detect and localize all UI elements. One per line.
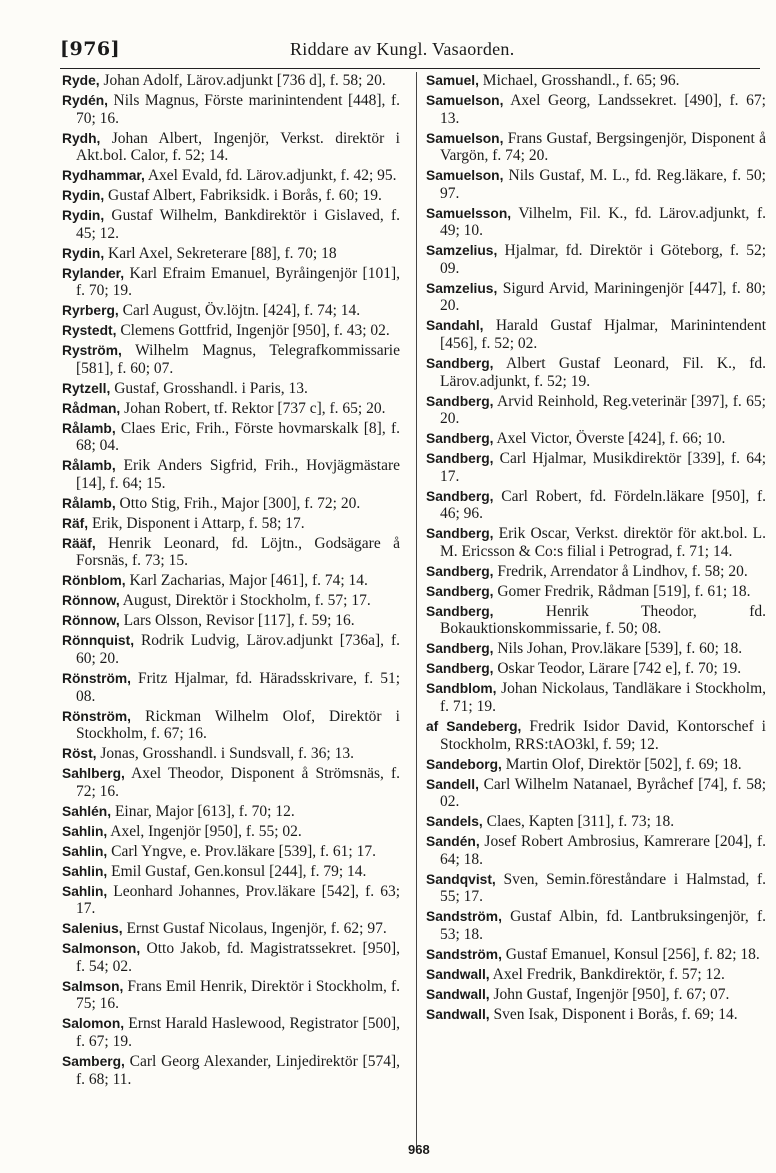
entry-name: Sandén, (426, 834, 480, 850)
entry-name: Salenius, (62, 921, 123, 937)
entry-details: Jonas, Grosshandl. i Sundsvall, f. 36; 13. (96, 745, 354, 763)
entry-details: Fredrik Isidor David, Kontorschef i Stockholm, RRS:tAO3kl, f. 59; 12. (440, 718, 766, 753)
directory-entry (62, 322, 400, 340)
entry-details: John Gustaf, Ingenjör [950], f. 67; 07. (489, 985, 730, 1003)
directory-entry (62, 1015, 400, 1050)
entry-details: Harald Gustaf Hjalmar, Marinintendent [456], f. 52; 02. (440, 317, 766, 353)
directory-entry (62, 342, 400, 377)
entry-name: Rönström, (62, 671, 131, 686)
entry-details: Carl Wilhelm Natanael, Byråchef [74], f. 58; 02. (440, 775, 766, 811)
entry-details: Axel, Ingenjör [950], f. 55; 02. (107, 822, 302, 840)
entry-name: Sandberg, (426, 393, 494, 409)
entry-name: Rytzell, (62, 380, 111, 396)
directory-entry (62, 745, 400, 763)
entry-name: Sandström, (426, 909, 502, 925)
entry-details: Axel Fredrik, Bankdirektör, f. 57; 12. (489, 965, 725, 983)
entry-details: Carl Hjalmar, Musikdirektör [339], f. 64; 17. (440, 450, 766, 485)
directory-entry (426, 908, 766, 943)
directory-entry (426, 871, 766, 906)
directory-entry (426, 242, 766, 277)
directory-entry (62, 572, 400, 590)
directory-entry (426, 130, 766, 165)
entry-details: Carl Robert, fd. Fördeln.läkare [950], f. 46; 96. (440, 487, 766, 523)
entry-details: Ernst Gustaf Nicolaus, Ingenjör, f. 62; 97. (122, 920, 387, 938)
entry-details: Karl Axel, Sekreterare [88], f. 70; 18 (104, 244, 337, 262)
entry-name: Rydin, (62, 245, 105, 261)
entry-details: Gustaf Emanuel, Konsul [256], f. 82; 18. (501, 945, 760, 963)
entry-name: Rådman, (62, 400, 121, 416)
directory-entry (62, 265, 400, 300)
entry-details: Einar, Major [613], f. 70; 12. (111, 802, 295, 820)
entry-details: Rickman Wilhelm Olof, Direktör i Stockholm, f. 67; 16. (76, 707, 400, 743)
entry-name: Rönnow, (62, 613, 120, 629)
entry-details: Nils Magnus, Förste marinintendent [448], f. 70; 16. (76, 91, 400, 127)
entry-name: Sandwall, (426, 986, 490, 1002)
entry-name: af Sandeberg, (426, 719, 522, 734)
entry-name: Samzelius, (426, 280, 498, 296)
entry-name: Samuelson, (426, 130, 504, 146)
directory-entry (426, 833, 766, 868)
entry-details: Emil Gustaf, Gen.konsul [244], f. 79; 14. (107, 862, 367, 880)
entry-name: Samuelson, (426, 92, 504, 108)
entry-details: Wilhelm Magnus, Telegrafkommissarie [581], f. 60; 07. (76, 342, 400, 377)
entry-name: Rydh, (62, 130, 101, 146)
directory-entry (62, 823, 400, 841)
directory-entry (62, 167, 400, 185)
directory-entry (426, 986, 766, 1004)
entry-name: Rönblom, (62, 573, 126, 589)
directory-entry (62, 207, 400, 242)
directory-entry (426, 355, 766, 390)
entry-details: Michael, Grosshandl., f. 65; 96. (478, 72, 680, 89)
entry-name: Sahlberg, (62, 766, 125, 782)
entry-details: Martin Olof, Direktör [502], f. 69; 18. (501, 755, 742, 773)
entry-name: Sandeborg, (426, 756, 502, 772)
entry-name: Sahlin, (62, 843, 108, 859)
directory-entry (426, 430, 766, 448)
entry-name: Salmonson, (62, 941, 141, 957)
entry-name: Sandström, (426, 946, 502, 962)
column-divider (416, 72, 417, 1152)
entry-name: Sahlin, (62, 883, 108, 899)
directory-entry (62, 130, 400, 165)
directory-entry (426, 205, 766, 240)
entry-details: Nils Johan, Prov.läkare [539], f. 60; 18. (493, 640, 743, 658)
directory-entry (62, 457, 400, 492)
entry-details: Vilhelm, Fil. K., fd. Lärov.adjunkt, f. 49; 10. (440, 204, 766, 240)
directory-entry (426, 813, 766, 831)
left-column (62, 72, 400, 1091)
entry-name: Rålamb, (62, 495, 116, 511)
entry-details: Rodrik Ludvig, Lärov.adjunkt [736a], f. 60; 20. (76, 632, 400, 668)
entry-name: Röst, (62, 746, 97, 762)
directory-entry (62, 843, 400, 861)
entry-name: Samzelius, (426, 243, 498, 259)
entry-details: Leonhard Johannes, Prov.läkare [542], f. 63; 17. (76, 882, 400, 918)
entry-details: Otto Jakob, fd. Magistratssekret. [950], f. 54; 02. (76, 940, 400, 975)
directory-entry (62, 380, 400, 398)
directory-entry (62, 72, 400, 90)
directory-entry (62, 863, 400, 881)
entry-name: Sandqvist, (426, 871, 496, 887)
directory-entry (62, 765, 400, 800)
entry-details: Erik Anders Sigfrid, Frih., Hovjägmästare [14], f. 64; 15. (76, 457, 400, 492)
directory-entry (62, 592, 400, 610)
page-number-bottom: 968 (408, 1142, 430, 1157)
entry-details: Axel Georg, Landssekret. [490], f. 67; 13. (440, 91, 766, 127)
directory-entry (426, 393, 766, 428)
entry-name: Rönnow, (62, 593, 120, 609)
entry-details: Frans Emil Henrik, Direktör i Stockholm, f. 75; 16. (76, 977, 400, 1013)
directory-entry (426, 280, 766, 315)
page-number-top: [976] (60, 38, 121, 60)
directory-entry (426, 946, 766, 964)
entry-name: Rålamb, (62, 420, 116, 436)
directory-entry (426, 450, 766, 485)
directory-entry (426, 756, 766, 774)
entry-details: Fritz Hjalmar, fd. Häradsskrivare, f. 51; 08. (76, 670, 400, 705)
directory-entry (62, 978, 400, 1013)
entry-details: Otto Stig, Frih., Major [300], f. 72; 20. (115, 494, 361, 512)
entry-details: Hjalmar, fd. Direktör i Göteborg, f. 52; 09. (440, 242, 766, 277)
entry-name: Sandwall, (426, 966, 490, 982)
entry-details: Sigurd Arvid, Mariningenjör [447], f. 80; 20. (440, 279, 766, 315)
entry-details: Henrik Leonard, fd. Löjtn., Godsägare å Forsnäs, f. 73; 15. (76, 534, 400, 570)
entry-details: Johan Adolf, Lärov.adjunkt [736 d], f. 58; 20. (99, 72, 386, 89)
directory-entry (62, 515, 400, 533)
entry-name: Sandberg, (426, 641, 494, 657)
entry-details: Axel Victor, Överste [424], f. 66; 10. (493, 430, 726, 448)
entry-name: Samuelson, (426, 168, 504, 184)
entry-name: Ryström, (62, 343, 122, 359)
entry-name: Sandberg, (426, 603, 494, 619)
directory-entry (62, 400, 400, 418)
directory-entry (62, 92, 400, 127)
entry-details: Arvid Reinhold, Reg.veterinär [397], f. 65; 20. (440, 392, 766, 428)
entry-name: Sandblom, (426, 681, 497, 697)
entry-name: Ryde, (62, 73, 100, 88)
page-title: Riddare av Kungl. Vasaorden. (290, 39, 515, 59)
entry-details: Gustaf Albert, Fabriksidk. i Borås, f. 60; 19. (104, 187, 382, 205)
entry-details: Claes, Kapten [311], f. 73; 18. (482, 813, 675, 831)
directory-entry (426, 640, 766, 658)
entry-details: Carl Yngve, e. Prov.läkare [539], f. 61; 17. (107, 842, 376, 860)
directory-entry (62, 803, 400, 821)
directory-entry (426, 167, 766, 202)
directory-entry (426, 583, 766, 601)
entry-details: Sven, Semin.föreståndare i Halmstad, f. 55; 17. (440, 870, 766, 906)
directory-entry (426, 718, 766, 753)
directory-entry (426, 680, 766, 715)
entry-details: Gomer Fredrik, Rådman [519], f. 61; 18. (493, 582, 751, 600)
directory-entry (426, 92, 766, 127)
entry-name: Samuel, (426, 73, 479, 88)
entry-name: Räf, (62, 515, 89, 531)
entry-details: Albert Gustaf Leonard, Fil. K., fd. Lärov.adjunkt, f. 52; 19. (440, 355, 766, 390)
directory-entry (426, 1006, 766, 1024)
entry-name: Sandberg, (426, 526, 494, 542)
entry-name: Rylander, (62, 265, 125, 281)
entry-name: Sandwall, (426, 1006, 490, 1022)
directory-entry (426, 563, 766, 581)
entry-name: Rydhammar, (62, 168, 145, 184)
directory-entry (62, 612, 400, 630)
entry-name: Sandberg, (426, 356, 494, 372)
directory-entry (62, 670, 400, 705)
entry-details: Gustaf Albin, fd. Lantbruksingenjör, f. 53; 18. (440, 908, 766, 943)
entry-details: Erik, Disponent i Attarp, f. 58; 17. (88, 514, 305, 532)
entry-name: Rydén, (62, 92, 108, 108)
directory-entry (62, 632, 400, 667)
entry-details: Johan Albert, Ingenjör, Verkst. direktör i Akt.bol. Calor, f. 52; 14. (76, 129, 400, 165)
entry-name: Rönnquist, (62, 633, 135, 649)
entry-details: August, Direktör i Stockholm, f. 57; 17. (119, 592, 371, 610)
directory-entry (426, 660, 766, 678)
directory-entry (62, 187, 400, 205)
entry-name: Salomon, (62, 1016, 125, 1032)
directory-entry (426, 72, 766, 90)
entry-details: Karl Efraim Emanuel, Byråingenjör [101], f. 70; 19. (76, 264, 400, 300)
entry-name: Sandberg, (426, 661, 494, 677)
entry-name: Sandberg, (426, 431, 494, 447)
entry-name: Samuelsson, (426, 205, 512, 221)
directory-entry (426, 966, 766, 984)
directory-entry (62, 535, 400, 570)
entry-details: Ernst Harald Haslewood, Registrator [500], f. 67; 19. (76, 1015, 400, 1050)
entry-details: Clemens Gottfrid, Ingenjör [950], f. 43; 02. (116, 322, 390, 340)
entry-details: Sven Isak, Disponent i Borås, f. 69; 14. (489, 1005, 738, 1023)
entry-name: Rystedt, (62, 323, 117, 339)
directory-entry (62, 883, 400, 918)
entry-name: Rääf, (62, 535, 96, 551)
directory-entry (426, 488, 766, 523)
entry-name: Sahlén, (62, 803, 112, 819)
entry-name: Sandberg, (426, 488, 494, 504)
entry-name: Sandberg, (426, 583, 494, 599)
entry-name: Sandell, (426, 776, 479, 792)
entry-name: Rydin, (62, 188, 105, 204)
entry-details: Lars Olsson, Revisor [117], f. 59; 16. (119, 612, 355, 630)
entry-details: Karl Zacharias, Major [461], f. 74; 14. (125, 572, 368, 590)
directory-entry (62, 420, 400, 455)
directory-entry (62, 708, 400, 743)
entry-details: Axel Evald, fd. Lärov.adjunkt, f. 42; 95. (144, 167, 397, 185)
entry-details: Josef Robert Ambrosius, Kamrerare [204], f. 64; 18. (440, 833, 766, 868)
entry-name: Sandberg, (426, 451, 494, 467)
directory-entry (62, 245, 400, 263)
entry-details: Nils Gustaf, M. L., fd. Reg.läkare, f. 50; 97. (440, 167, 766, 202)
right-column (426, 72, 766, 1026)
directory-entry (62, 495, 400, 513)
entry-details: Frans Gustaf, Bergsingenjör, Disponent å Vargön, f. 74; 20. (440, 129, 766, 165)
entry-details: Carl August, Öv.löjtn. [424], f. 74; 14. (118, 302, 361, 320)
entry-name: Samberg, (62, 1053, 125, 1069)
directory-entry (426, 776, 766, 811)
entry-details: Erik Oscar, Verkst. direktör för akt.bol. L. M. Ericsson & Co:s filial i Petrograd, f. 71; 14. (440, 525, 766, 560)
entry-details: Fredrik, Arrendator å Lindhov, f. 58; 20. (493, 562, 748, 580)
entry-name: Rålamb, (62, 458, 116, 474)
entry-name: Salmson, (62, 978, 124, 994)
entry-details: Gustaf, Grosshandl. i Paris, 13. (110, 379, 308, 397)
directory-entry (426, 603, 766, 638)
entry-details: Oskar Teodor, Lärare [742 e], f. 70; 19. (493, 660, 742, 678)
entry-name: Sahlin, (62, 823, 108, 839)
entry-name: Rydin, (62, 208, 105, 224)
entry-details: Axel Theodor, Disponent å Strömsnäs, f. 72; 16. (76, 765, 400, 800)
entry-name: Sandahl, (426, 318, 484, 334)
entry-name: Sahlin, (62, 863, 108, 879)
directory-entry (62, 920, 400, 938)
directory-entry (62, 940, 400, 975)
directory-entry (426, 525, 766, 560)
page-header (60, 38, 760, 69)
entry-details: Carl Georg Alexander, Linjedirektör [574], f. 68; 11. (76, 1052, 400, 1088)
entry-name: Sandberg, (426, 563, 494, 579)
entry-details: Gustaf Wilhelm, Bankdirektör i Gislaved, f. 45; 12. (76, 207, 400, 242)
directory-entry (62, 302, 400, 320)
directory-entry (62, 1053, 400, 1088)
directory-entry (426, 317, 766, 352)
entry-name: Ryrberg, (62, 303, 119, 319)
entry-name: Rönström, (62, 708, 131, 724)
entry-details: Henrik Theodor, fd. Bokauktionskommissarie, f. 50; 08. (440, 602, 766, 638)
entry-details: Johan Robert, tf. Rektor [737 c], f. 65; 20. (120, 399, 386, 417)
entry-details: Johan Nickolaus, Tandläkare i Stockholm, f. 71; 19. (440, 680, 766, 716)
entry-details: Claes Eric, Frih., Förste hovmarskalk [8], f. 68; 04. (76, 419, 400, 455)
entry-name: Sandels, (426, 814, 483, 830)
